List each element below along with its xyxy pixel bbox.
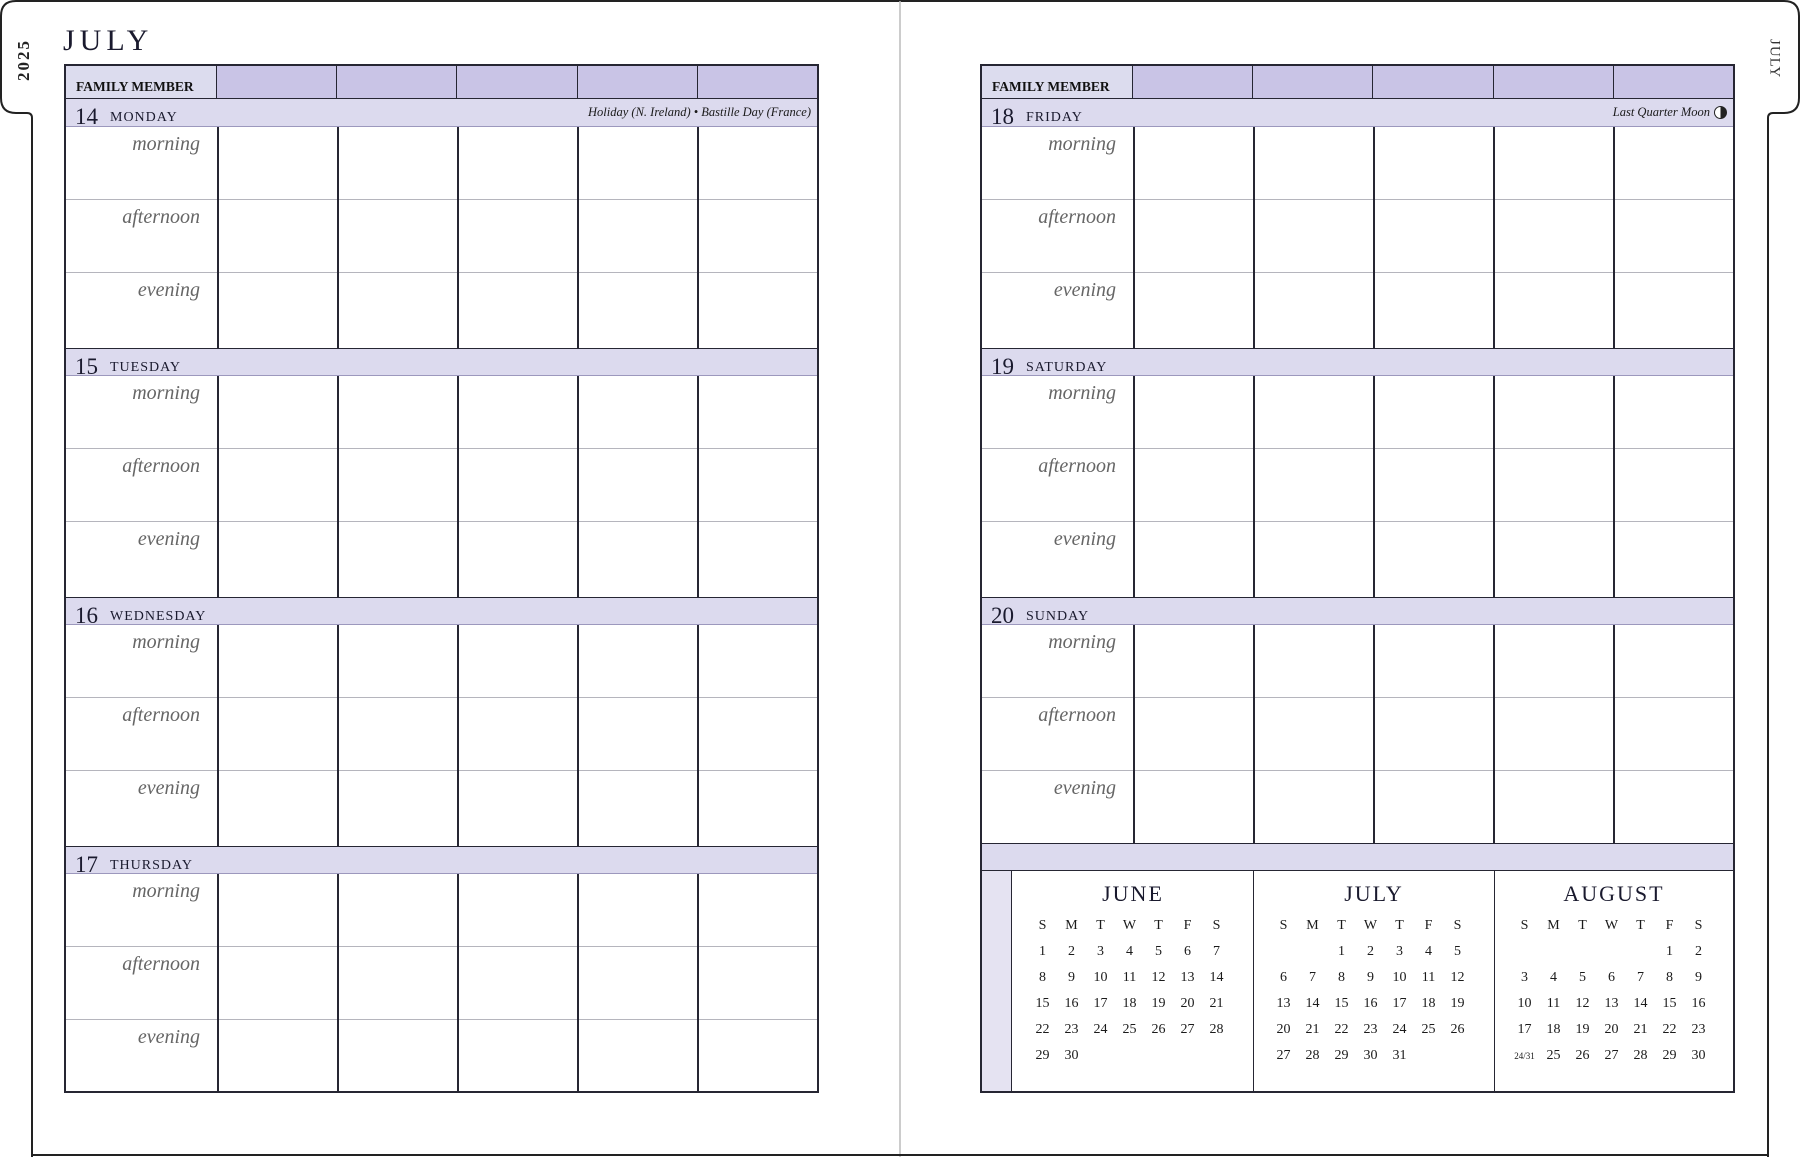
mini-calendar-day: 13 (1276, 996, 1291, 1011)
mini-calendar-day: 15 (1035, 996, 1050, 1011)
mini-calendar-day: 25 (1546, 1048, 1561, 1063)
day-number: 16 (75, 603, 98, 628)
day-number: 17 (75, 852, 98, 877)
slot-label: evening (137, 528, 200, 550)
day-number: 14 (75, 104, 98, 129)
mini-calendar-day (1414, 1043, 1443, 1069)
mini-calendar-day: 19 (1151, 996, 1166, 1011)
mini-calendar-day: 18 (1546, 1022, 1561, 1037)
weekday-header: T (1395, 918, 1404, 933)
mini-calendar-day: 12 (1450, 970, 1465, 985)
mini-calendar-day: 5 (1454, 944, 1461, 959)
mini-calendar-day: 29 (1035, 1048, 1050, 1063)
mini-calendar-day: 2 (1695, 944, 1702, 959)
mini-calendar-day: 29 (1334, 1048, 1349, 1063)
day-name: WEDNESDAY (110, 609, 207, 624)
family-member-header (66, 66, 817, 99)
day-number: 15 (75, 354, 98, 379)
mini-calendar-day: 9 (1367, 970, 1374, 985)
mini-calendar-day: 8 (1338, 970, 1345, 985)
mini-calendar-day: 25 (1122, 1022, 1137, 1037)
mini-calendar-day: 26 (1151, 1022, 1166, 1037)
family-member-label: FAMILY MEMBER (66, 66, 217, 98)
weekday-header: F (1665, 918, 1674, 933)
mini-calendar-day: 9 (1068, 970, 1075, 985)
weekday-header: S (1279, 918, 1288, 933)
time-slot-row[interactable] (66, 376, 817, 449)
mini-calendar-day: 10 (1517, 996, 1532, 1011)
mini-calendar-day: 21 (1305, 1022, 1320, 1037)
mini-calendar-day: 2 (1068, 944, 1075, 959)
mini-calendar-day: 14 (1209, 970, 1224, 985)
mini-calendar-day: 28 (1633, 1048, 1648, 1063)
mini-calendar-day: 28 (1305, 1048, 1320, 1063)
day-block-wednesday (66, 597, 817, 846)
slot-label: afternoon (122, 704, 200, 726)
day-note (1613, 105, 1727, 120)
slot-label: evening (1053, 279, 1116, 301)
day-header (66, 597, 817, 628)
time-slot-row[interactable] (66, 874, 817, 947)
day-name: FRIDAY (1026, 110, 1083, 125)
mini-calendar-day: 8 (1039, 970, 1046, 985)
weekday-header: T (1154, 918, 1163, 933)
mini-calendar-day: 7 (1309, 970, 1316, 985)
day-name: SUNDAY (1026, 609, 1090, 624)
mini-calendar-day: 11 (1122, 970, 1137, 985)
mini-calendar-title: JUNE (1102, 881, 1164, 906)
mini-calendar-day (1173, 1043, 1202, 1069)
family-member-name-cell[interactable] (1614, 66, 1733, 98)
day-name: THURSDAY (110, 858, 193, 873)
mini-calendar-day: 16 (1064, 996, 1079, 1011)
time-slot-row[interactable] (982, 127, 1733, 200)
family-member-name-cell[interactable] (1373, 66, 1493, 98)
time-slot-row[interactable] (66, 273, 817, 346)
weekday-header: S (1520, 918, 1529, 933)
mini-calendar-day: 5 (1579, 970, 1586, 985)
mini-calendar-day: 13 (1180, 970, 1195, 985)
time-slot-row[interactable] (66, 200, 817, 273)
slot-label: afternoon (122, 206, 200, 228)
mini-calendar-day (1510, 939, 1539, 965)
mini-calendar-day: 3 (1521, 970, 1528, 985)
family-member-name-cell[interactable] (457, 66, 577, 98)
mini-calendar-day: 11 (1421, 970, 1436, 985)
mini-calendar-day: 17 (1093, 996, 1108, 1011)
mini-calendar-day: 1 (1666, 944, 1673, 959)
mini-calendar-day: 14 (1633, 996, 1648, 1011)
mini-calendar-day: 19 (1450, 996, 1465, 1011)
slot-label: afternoon (1038, 704, 1116, 726)
family-member-label: FAMILY MEMBER (982, 66, 1133, 98)
mini-calendar-day: 16 (1363, 996, 1378, 1011)
mini-calendar-day (1539, 939, 1568, 965)
weekday-header: T (1337, 918, 1346, 933)
year-tab-label: 2025 (14, 39, 33, 81)
day-block-friday (982, 99, 1733, 348)
mini-calendar-day: 21 (1633, 1022, 1648, 1037)
mini-calendar-day (1269, 939, 1298, 965)
time-slot-row[interactable] (66, 625, 817, 698)
slot-label: morning (132, 880, 200, 902)
slot-label: evening (137, 279, 200, 301)
time-slot-row[interactable] (66, 1020, 817, 1093)
mini-calendar-day: 10 (1093, 970, 1108, 985)
slot-label: afternoon (122, 455, 200, 477)
weekday-header: T (1636, 918, 1645, 933)
weekday-header: M (1547, 918, 1560, 933)
day-name: MONDAY (110, 110, 178, 125)
time-slot-row[interactable] (66, 698, 817, 771)
last-quarter-moon-icon (1714, 106, 1727, 119)
family-member-name-cell[interactable] (578, 66, 698, 98)
weekday-header: W (1363, 918, 1378, 933)
mini-calendar-title: AUGUST (1563, 881, 1665, 906)
day-block-thursday (66, 846, 817, 1095)
time-slot-row[interactable] (982, 698, 1733, 771)
weekday-header: T (1578, 918, 1587, 933)
family-member-name-cell[interactable] (698, 66, 817, 98)
page-title: JULY (63, 24, 154, 57)
weekday-header: S (1212, 918, 1221, 933)
mini-calendar-day: 10 (1392, 970, 1407, 985)
day-block-tuesday (66, 348, 817, 597)
mini-calendar-day: 26 (1450, 1022, 1465, 1037)
mini-calendar-day: 28 (1209, 1022, 1224, 1037)
mini-calendar-day: 30 (1691, 1048, 1706, 1063)
mini-calendar-day: 23 (1064, 1022, 1079, 1037)
slot-label: morning (132, 133, 200, 155)
time-slot-row[interactable] (66, 771, 817, 844)
time-slot-row[interactable] (982, 376, 1733, 449)
mini-calendar-day: 3 (1097, 944, 1104, 959)
mini-calendar-day: 16 (1691, 996, 1706, 1011)
mini-calendar-title: JULY (1344, 881, 1404, 906)
mini-calendar-day: 30 (1064, 1048, 1079, 1063)
day-block-monday (66, 99, 817, 348)
weekday-header: W (1604, 918, 1619, 933)
weekday-header: M (1306, 918, 1319, 933)
mini-calendar-day: 6 (1608, 970, 1615, 985)
time-slot-row[interactable] (982, 522, 1733, 595)
mini-calendar-day: 27 (1604, 1048, 1619, 1063)
mini-calendar-day (1626, 939, 1655, 965)
day-number: 20 (991, 603, 1014, 628)
weekday-header: M (1065, 918, 1078, 933)
mini-calendar-day: 4 (1126, 944, 1133, 959)
mini-calendar-day: 4 (1425, 944, 1432, 959)
mini-calendar-day: 7 (1637, 970, 1644, 985)
mini-calendar-day: 17 (1517, 1022, 1532, 1037)
mini-calendar-june (1013, 871, 1254, 1091)
family-member-name-cell[interactable] (1133, 66, 1253, 98)
mini-calendar-day: 21 (1209, 996, 1224, 1011)
weekday-header: S (1694, 918, 1703, 933)
left-page (64, 64, 819, 1093)
time-slot-row[interactable] (982, 449, 1733, 522)
mini-calendar-day: 6 (1184, 944, 1191, 959)
weekday-header: F (1424, 918, 1433, 933)
mini-calendar-day: 17 (1392, 996, 1407, 1011)
day-header (66, 99, 817, 127)
mini-calendar-day: 1 (1338, 944, 1345, 959)
mini-calendar-day: 22 (1035, 1022, 1050, 1037)
mini-calendar-day: 8 (1666, 970, 1673, 985)
slot-label: evening (1053, 528, 1116, 550)
mini-calendar-day: 24/31 (1514, 1051, 1535, 1061)
mini-calendar-day (1115, 1043, 1144, 1069)
slot-label: evening (137, 1026, 200, 1048)
mini-calendar-day: 29 (1662, 1048, 1677, 1063)
mini-calendar-day: 3 (1396, 944, 1403, 959)
mini-calendar-day: 27 (1180, 1022, 1195, 1037)
family-member-header (982, 66, 1733, 99)
day-header (66, 846, 817, 877)
weekday-header: F (1183, 918, 1192, 933)
day-block-sunday (982, 597, 1733, 846)
mini-calendar-grid (1269, 913, 1476, 1069)
mini-calendar-day (1144, 1043, 1173, 1069)
mini-calendar-strip (982, 871, 1012, 1091)
slot-label: afternoon (1038, 455, 1116, 477)
time-slot-row[interactable] (66, 449, 817, 522)
family-member-name-cell[interactable] (1253, 66, 1373, 98)
weekday-header: T (1096, 918, 1105, 933)
mini-calendar-day: 22 (1662, 1022, 1677, 1037)
mini-calendar-august (1495, 871, 1733, 1091)
mini-calendar-day (1597, 939, 1626, 965)
slot-label: morning (1048, 133, 1116, 155)
weekday-header: W (1122, 918, 1137, 933)
slot-label: evening (1053, 777, 1116, 799)
mini-calendar-day: 15 (1334, 996, 1349, 1011)
mini-calendar-day: 26 (1575, 1048, 1590, 1063)
day-block-saturday (982, 348, 1733, 597)
time-slot-row[interactable] (982, 200, 1733, 273)
mini-calendar-day: 9 (1695, 970, 1702, 985)
mini-calendar-day (1086, 1043, 1115, 1069)
right-page (980, 64, 1735, 1093)
mini-calendar-day: 18 (1122, 996, 1137, 1011)
slot-label: morning (132, 631, 200, 653)
day-number: 19 (991, 354, 1014, 379)
mini-calendar-day (1568, 939, 1597, 965)
mini-calendar-day: 7 (1213, 944, 1220, 959)
mini-calendar-day: 20 (1180, 996, 1195, 1011)
day-name: SATURDAY (1026, 360, 1108, 375)
mini-calendar-day: 22 (1334, 1022, 1349, 1037)
time-slot-row[interactable] (66, 127, 817, 200)
mini-calendar-day: 12 (1575, 996, 1590, 1011)
mini-calendar-day (1443, 1043, 1472, 1069)
time-slot-row[interactable] (982, 771, 1733, 844)
mini-calendar-day: 25 (1421, 1022, 1436, 1037)
mini-calendar-day: 18 (1421, 996, 1436, 1011)
mini-calendar-day: 23 (1691, 1022, 1706, 1037)
mini-calendar-day (1202, 1043, 1231, 1069)
moon-phase-text: Last Quarter Moon (1612, 105, 1710, 119)
mini-calendar-day: 15 (1662, 996, 1677, 1011)
day-header (982, 348, 1733, 379)
mini-calendar-day: 4 (1550, 970, 1557, 985)
family-member-name-cell[interactable] (217, 66, 337, 98)
slot-label: afternoon (122, 953, 200, 975)
blank-header-band (982, 843, 1733, 871)
mini-calendar-day: 14 (1305, 996, 1320, 1011)
mini-calendar-july (1254, 871, 1495, 1091)
mini-calendar-day: 27 (1276, 1048, 1291, 1063)
family-member-name-cell[interactable] (337, 66, 457, 98)
mini-calendar-day: 5 (1155, 944, 1162, 959)
mini-calendar-day: 23 (1363, 1022, 1378, 1037)
weekday-header: S (1038, 918, 1047, 933)
mini-calendar-day: 24 (1392, 1022, 1407, 1037)
mini-calendar-day: 24 (1093, 1022, 1108, 1037)
slot-label: afternoon (1038, 206, 1116, 228)
mini-calendar-day: 13 (1604, 996, 1619, 1011)
time-slot-row[interactable] (982, 625, 1733, 698)
slot-label: evening (137, 777, 200, 799)
day-header (982, 597, 1733, 628)
mini-calendar-grid (1510, 913, 1717, 1069)
day-header (982, 99, 1733, 127)
mini-calendar-day: 1 (1039, 944, 1046, 959)
mini-calendar-day: 20 (1276, 1022, 1291, 1037)
weekday-header: S (1453, 918, 1462, 933)
time-slot-row[interactable] (982, 273, 1733, 346)
slot-label: morning (1048, 631, 1116, 653)
mini-calendar-day (1298, 939, 1327, 965)
mini-calendar-day: 30 (1363, 1048, 1378, 1063)
family-member-name-cell[interactable] (1494, 66, 1614, 98)
day-number: 18 (991, 104, 1014, 129)
day-header (66, 348, 817, 379)
mini-calendar-day: 31 (1392, 1048, 1407, 1063)
mini-calendar-day: 12 (1151, 970, 1166, 985)
slot-label: morning (132, 382, 200, 404)
slot-label: morning (1048, 382, 1116, 404)
mini-calendar-day: 11 (1546, 996, 1561, 1011)
day-name: TUESDAY (110, 360, 182, 375)
mini-calendar-day: 19 (1575, 1022, 1590, 1037)
mini-calendar-day: 6 (1280, 970, 1287, 985)
time-slot-row[interactable] (66, 947, 817, 1020)
month-tab-label: JULY (1766, 39, 1783, 79)
mini-calendar-day: 20 (1604, 1022, 1619, 1037)
mini-calendar-grid (1028, 913, 1235, 1069)
day-note: Holiday (N. Ireland) • Bastille Day (France) (588, 105, 811, 119)
mini-calendar-day: 2 (1367, 944, 1374, 959)
time-slot-row[interactable] (66, 522, 817, 595)
